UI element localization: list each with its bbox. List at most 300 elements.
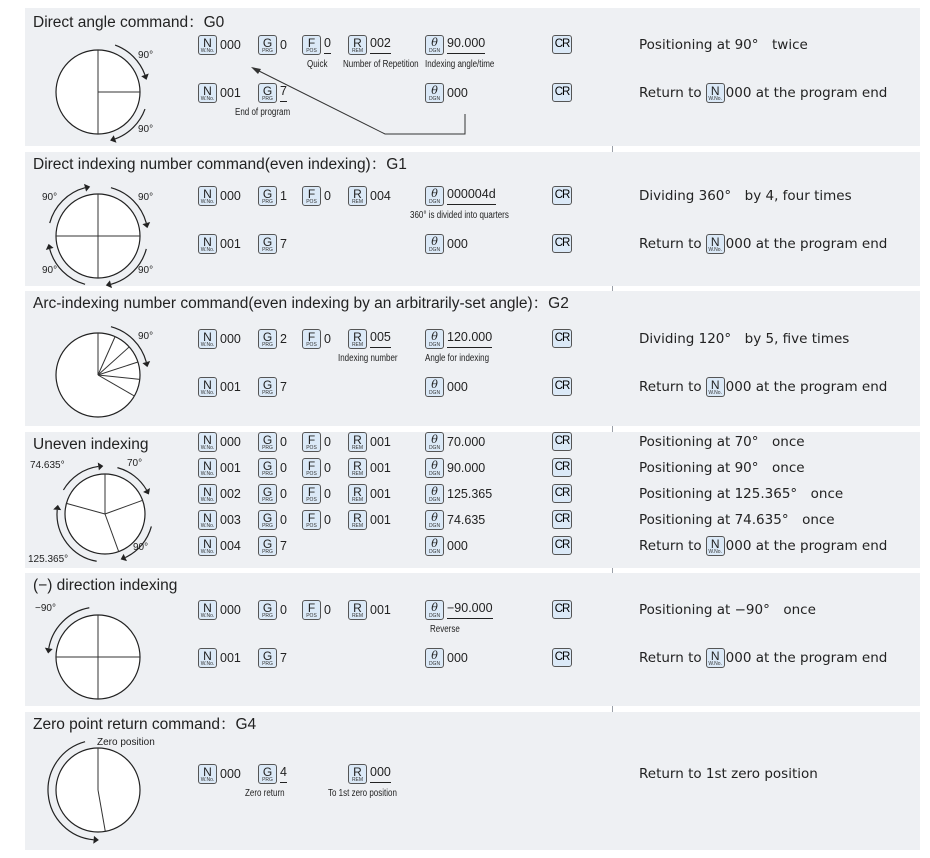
key-t-icon: [425, 329, 444, 349]
key-sub: PRG: [262, 96, 273, 102]
key-letter: G: [262, 537, 273, 551]
section-1: [25, 8, 920, 146]
command-token-n: [198, 329, 241, 349]
key-letter: F: [307, 601, 316, 615]
key-sub: W.No.: [200, 247, 215, 253]
key-t-icon: [425, 484, 444, 504]
key-f-icon: [302, 329, 321, 349]
arrow-head-icon: [98, 463, 104, 471]
key-n-icon: [706, 648, 725, 668]
key-t-icon: [425, 234, 444, 254]
key-letter: θ: [431, 36, 438, 49]
key-t-icon: [425, 510, 444, 530]
token-value: 001: [220, 236, 241, 251]
key-sub: DGN: [428, 549, 441, 555]
angle-label: 90°: [42, 265, 58, 276]
description-text: Return to: [639, 538, 702, 554]
key-sub: DGN: [428, 48, 441, 54]
key-letter: N: [203, 187, 212, 201]
command-token-f: [302, 510, 331, 530]
key-r-icon: [348, 329, 367, 349]
token-value: 0: [280, 434, 287, 449]
indexing-circle-diagram: [25, 573, 225, 713]
angle-label: 70°: [127, 458, 143, 469]
key-sub: DGN: [428, 390, 441, 396]
token-value: 4: [280, 765, 287, 783]
command-token-r: [348, 764, 391, 784]
key-sub: PRG: [262, 497, 273, 503]
key-letter: R: [353, 330, 362, 344]
key-sub: W.No.: [200, 613, 215, 619]
angle-label: Zero position: [97, 737, 155, 748]
angle-label: 90°: [138, 331, 154, 342]
command-token-t: [425, 432, 485, 452]
token-value: 000: [220, 188, 241, 203]
token-value: 001: [370, 512, 391, 527]
token-value: 000: [220, 331, 241, 346]
key-g-icon: [258, 764, 277, 784]
key-t-icon: [425, 377, 444, 397]
token-value: 0: [324, 36, 331, 54]
command-token-g: [258, 458, 287, 478]
key-letter: θ: [431, 187, 438, 200]
key-sub: DGN: [428, 96, 441, 102]
key-sub: PRG: [262, 661, 273, 667]
cr-key-icon: CR: [552, 600, 572, 619]
key-letter: N: [203, 330, 212, 344]
key-r-icon: [348, 600, 367, 620]
command-token-t: [425, 484, 492, 504]
key-r-icon: [348, 484, 367, 504]
key-letter: N: [203, 511, 212, 525]
key-g-icon: [258, 600, 277, 620]
command-token-n: [198, 510, 241, 530]
token-value: 000: [220, 434, 241, 449]
token-annotation: Indexing number: [338, 353, 398, 364]
key-sub: W.No.: [708, 390, 722, 396]
token-value: 000: [220, 766, 241, 781]
key-sub: DGN: [428, 661, 441, 667]
cr-key-icon: CR: [552, 648, 572, 667]
key-f-icon: [302, 600, 321, 620]
key-letter: θ: [431, 433, 438, 446]
token-value: 0: [280, 37, 287, 52]
command-token-f: [302, 186, 331, 206]
key-t-icon: [425, 536, 444, 556]
cr-key-icon: CR: [552, 186, 572, 205]
key-letter: N: [203, 649, 212, 663]
command-token-t: [425, 234, 468, 254]
key-sub: REM: [351, 471, 364, 477]
command-token-t: [425, 186, 496, 206]
token-value: 7: [280, 379, 287, 394]
token-value: 002: [220, 486, 241, 501]
token-value: 7: [280, 650, 287, 665]
key-n-icon: [706, 377, 725, 397]
key-r-icon: [348, 764, 367, 784]
description-text: Positioning at 90° once: [639, 460, 805, 476]
key-sub: W.No.: [200, 342, 215, 348]
line-description: [639, 186, 852, 206]
key-t-icon: [425, 600, 444, 620]
key-letter: G: [262, 511, 273, 525]
key-letter: G: [262, 187, 273, 201]
key-letter: N: [203, 235, 212, 249]
token-value: 000: [447, 650, 468, 665]
key-letter: N: [203, 485, 212, 499]
description-text: Positioning at 74.635° once: [639, 512, 835, 528]
key-f-icon: [302, 510, 321, 530]
key-sub: PRG: [262, 613, 273, 619]
token-value: 000: [447, 379, 468, 394]
key-letter: N: [203, 378, 212, 392]
angle-label: 125.365°: [28, 554, 69, 565]
key-letter: θ: [431, 649, 438, 662]
key-n-icon: [198, 186, 217, 206]
command-token-f: [302, 329, 331, 349]
key-letter: N: [710, 235, 720, 249]
line-description: [639, 234, 887, 254]
key-letter: N: [203, 84, 212, 98]
key-g-icon: [258, 329, 277, 349]
description-text: 000 at the program end: [725, 85, 888, 101]
token-value: 001: [370, 486, 391, 501]
key-letter: θ: [431, 511, 438, 524]
key-r-icon: [348, 510, 367, 530]
key-sub: W.No.: [708, 549, 722, 555]
cr-key-icon: CR: [552, 432, 572, 451]
key-sub: POS: [306, 613, 317, 619]
command-token-n: [198, 600, 241, 620]
command-token-f: [302, 432, 331, 452]
key-letter: R: [353, 36, 362, 50]
key-sub: REM: [351, 199, 364, 205]
key-r-icon: [348, 458, 367, 478]
token-value: 001: [370, 460, 391, 475]
key-sub: POS: [306, 342, 317, 348]
token-value: 90.000: [447, 36, 485, 54]
section-title: (−) direction indexing: [33, 577, 178, 594]
key-letter: F: [307, 485, 316, 499]
token-value: 001: [370, 434, 391, 449]
key-sub: REM: [351, 497, 364, 503]
key-sub: POS: [306, 199, 317, 205]
key-letter: N: [203, 36, 212, 50]
section-2: [25, 152, 920, 286]
key-letter: G: [262, 84, 273, 98]
token-value: 000: [447, 85, 468, 100]
key-letter: θ: [431, 537, 438, 550]
command-token-n: [198, 536, 241, 556]
return-arrow-line: [257, 70, 465, 134]
token-value: 005: [370, 330, 391, 348]
description-text: 000 at the program end: [725, 379, 888, 395]
description-text: Positioning at 70° once: [639, 434, 805, 450]
key-letter: R: [353, 601, 362, 615]
command-token-n: [198, 377, 241, 397]
token-value: 90.000: [447, 460, 486, 475]
description-text: Positioning at 90° twice: [639, 37, 808, 53]
description-text: Dividing 120° by 5, five times: [639, 331, 850, 347]
key-letter: G: [262, 235, 273, 249]
key-f-icon: [302, 458, 321, 478]
description-text: Dividing 360° by 4, four times: [639, 188, 852, 204]
key-sub: W.No.: [200, 549, 215, 555]
key-sub: W.No.: [200, 445, 215, 451]
key-sub: POS: [306, 497, 317, 503]
key-sub: W.No.: [200, 471, 215, 477]
line-description: [639, 377, 887, 397]
key-r-icon: [348, 432, 367, 452]
token-annotation: Reverse: [430, 624, 460, 635]
key-n-icon: [198, 484, 217, 504]
cr-key-icon: CR: [552, 83, 572, 102]
command-token-g: [258, 186, 287, 206]
token-value: 002: [370, 36, 391, 54]
key-g-icon: [258, 510, 277, 530]
key-t-icon: [425, 432, 444, 452]
token-value: 0: [280, 460, 287, 475]
section-5: [25, 573, 920, 706]
command-token-f: [302, 484, 331, 504]
command-token-g: [258, 484, 287, 504]
key-letter: F: [307, 330, 316, 344]
token-annotation: Quick: [307, 59, 328, 70]
key-n-icon: [706, 83, 725, 103]
command-token-g: [258, 377, 287, 397]
key-letter: R: [353, 187, 362, 201]
command-token-n: [198, 648, 241, 668]
token-value: 000004d: [447, 187, 496, 205]
line-description: [639, 510, 835, 530]
token-value: 001: [370, 602, 391, 617]
command-token-r: [348, 600, 391, 620]
key-g-icon: [258, 484, 277, 504]
line-description: [639, 484, 843, 504]
token-value: 001: [220, 85, 241, 100]
angle-label: −90°: [35, 603, 56, 614]
token-value: 0: [324, 460, 331, 475]
token-value: 7: [280, 538, 287, 553]
key-sub: W.No.: [200, 661, 215, 667]
key-sub: DGN: [428, 471, 441, 477]
key-sub: PRG: [262, 549, 273, 555]
section-3: [25, 291, 920, 426]
key-n-icon: [198, 377, 217, 397]
command-token-r: [348, 458, 391, 478]
command-token-n: [198, 234, 241, 254]
indexing-circle-diagram: [25, 291, 225, 431]
angle-label: 90°: [138, 265, 154, 276]
description-text: Positioning at −90° once: [639, 602, 816, 618]
section-title: Direct angle command：G0: [33, 14, 225, 31]
token-value: 000: [447, 236, 468, 251]
key-letter: N: [203, 601, 212, 615]
command-token-t: [425, 600, 493, 620]
key-sub: DGN: [428, 342, 441, 348]
key-n-icon: [198, 510, 217, 530]
command-token-t: [425, 377, 468, 397]
key-letter: N: [710, 378, 720, 392]
cr-key-icon: CR: [552, 377, 572, 396]
key-sub: W.No.: [200, 777, 215, 783]
token-value: 000: [370, 765, 391, 783]
key-n-icon: [706, 536, 725, 556]
command-token-n: [198, 484, 241, 504]
return-arrow-diagram: [25, 8, 625, 148]
key-t-icon: [425, 648, 444, 668]
key-letter: θ: [431, 485, 438, 498]
key-sub: PRG: [262, 247, 273, 253]
key-sub: POS: [306, 445, 317, 451]
token-value: 000: [220, 37, 241, 52]
key-n-icon: [198, 536, 217, 556]
token-value: 1: [280, 188, 287, 203]
key-letter: R: [353, 485, 362, 499]
angle-label: 90°: [138, 50, 154, 61]
token-value: 0: [324, 486, 331, 501]
key-n-icon: [198, 234, 217, 254]
token-annotation: 360° is divided into quarters: [410, 210, 509, 221]
key-g-icon: [258, 648, 277, 668]
key-r-icon: [348, 186, 367, 206]
token-value: 7: [280, 84, 287, 102]
key-n-icon: [198, 600, 217, 620]
key-sub: POS: [306, 471, 317, 477]
key-letter: N: [710, 537, 720, 551]
command-token-t: [425, 329, 492, 349]
key-sub: W.No.: [708, 96, 722, 102]
section-title: Zero point return command：G4: [33, 716, 257, 733]
key-f-icon: [302, 186, 321, 206]
token-value: 0: [324, 602, 331, 617]
arrow-head-icon: [251, 67, 261, 74]
key-letter: F: [307, 187, 316, 201]
token-value: 0: [324, 434, 331, 449]
token-value: 74.635: [447, 512, 486, 527]
section-6: [25, 712, 920, 850]
line-description: [639, 536, 887, 556]
token-value: 004: [370, 188, 391, 203]
key-g-icon: [258, 432, 277, 452]
key-sub: DGN: [428, 199, 441, 205]
key-sub: REM: [351, 613, 364, 619]
arrow-head-icon: [53, 505, 61, 510]
command-token-n: [198, 764, 241, 784]
command-token-r: [348, 510, 391, 530]
key-letter: R: [353, 459, 362, 473]
token-value: 0: [324, 512, 331, 527]
key-sub: W.No.: [708, 247, 722, 253]
key-sub: REM: [351, 523, 364, 529]
key-sub: REM: [351, 48, 364, 54]
key-sub: PRG: [262, 199, 273, 205]
command-token-f: [302, 600, 331, 620]
key-sub: REM: [351, 445, 364, 451]
token-value: 003: [220, 512, 241, 527]
key-letter: θ: [431, 330, 438, 343]
key-letter: N: [203, 765, 212, 779]
key-letter: N: [203, 537, 212, 551]
command-token-g: [258, 764, 287, 784]
key-f-icon: [302, 484, 321, 504]
token-value: 004: [220, 538, 241, 553]
key-sub: PRG: [262, 342, 273, 348]
command-token-r: [348, 329, 391, 349]
key-n-icon: [198, 764, 217, 784]
key-letter: N: [710, 649, 720, 663]
key-f-icon: [302, 432, 321, 452]
cr-key-icon: CR: [552, 35, 572, 54]
command-token-n: [198, 186, 241, 206]
key-g-icon: [258, 536, 277, 556]
description-text: 000 at the program end: [725, 650, 888, 666]
description-text: Positioning at 125.365° once: [639, 486, 844, 502]
angle-label: 90°: [138, 192, 154, 203]
key-sub: W.No.: [200, 199, 215, 205]
cr-key-icon: CR: [552, 484, 572, 503]
key-t-icon: [425, 186, 444, 206]
key-letter: R: [353, 433, 362, 447]
command-token-g: [258, 536, 287, 556]
description-text: 000 at the program end: [725, 236, 888, 252]
description-text: Return to: [639, 85, 702, 101]
command-token-g: [258, 234, 287, 254]
key-sub: W.No.: [200, 390, 215, 396]
command-token-g: [258, 432, 287, 452]
section-title: Uneven indexing: [33, 436, 149, 453]
token-value: 0: [280, 486, 287, 501]
key-letter: G: [262, 485, 273, 499]
key-letter: F: [307, 459, 316, 473]
token-annotation: Zero return: [245, 788, 285, 799]
angle-label: 74.635°: [30, 460, 65, 471]
key-letter: G: [262, 459, 273, 473]
section-title: Direct indexing number command(even indexing)：G1: [33, 156, 407, 173]
key-sub: W.No.: [200, 48, 215, 54]
key-sub: DGN: [428, 497, 441, 503]
token-value: −90.000: [447, 601, 493, 619]
cr-key-icon: CR: [552, 329, 572, 348]
command-token-n: [198, 432, 241, 452]
key-sub: DGN: [428, 613, 441, 619]
key-letter: θ: [431, 459, 438, 472]
key-sub: DGN: [428, 445, 441, 451]
key-letter: θ: [431, 378, 438, 391]
token-value: 001: [220, 650, 241, 665]
key-sub: W.No.: [708, 661, 722, 667]
command-token-t: [425, 648, 468, 668]
key-g-icon: [258, 186, 277, 206]
cr-key-icon: CR: [552, 458, 572, 477]
key-letter: R: [353, 765, 362, 779]
line-description: [639, 329, 849, 349]
key-sub: PRG: [262, 777, 273, 783]
description-text: Return to: [639, 236, 702, 252]
key-n-icon: [198, 648, 217, 668]
key-sub: PRG: [262, 48, 273, 54]
section-4: [25, 432, 920, 568]
key-letter: G: [262, 649, 273, 663]
key-letter: F: [307, 433, 316, 447]
description-text: Return to: [639, 379, 702, 395]
token-value: 2: [280, 331, 287, 346]
command-token-t: [425, 536, 468, 556]
token-value: 70.000: [447, 434, 486, 449]
angle-label: 90°: [138, 124, 154, 135]
key-sub: REM: [351, 342, 364, 348]
key-sub: PRG: [262, 390, 273, 396]
